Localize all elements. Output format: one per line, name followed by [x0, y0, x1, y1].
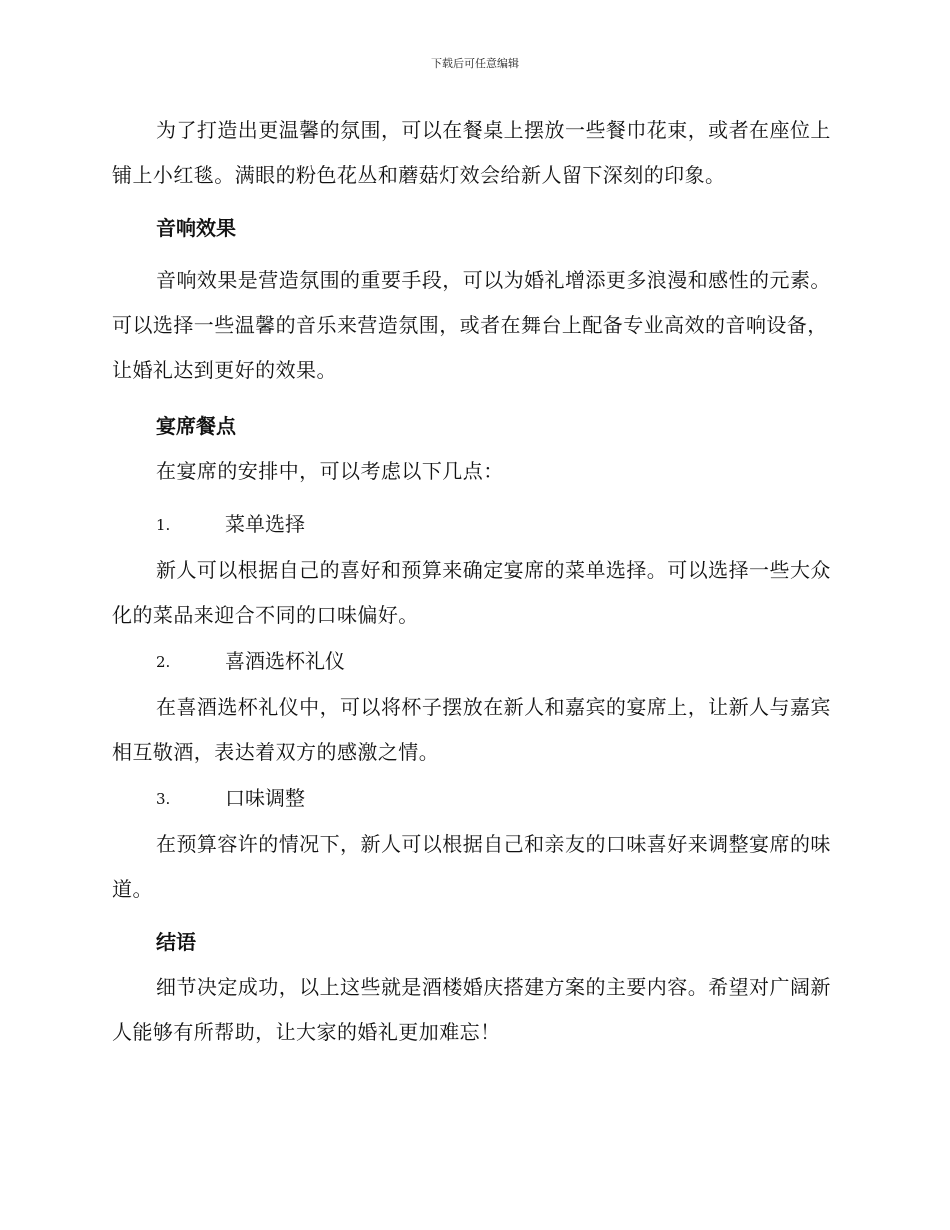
heading-conclusion: 结语	[156, 930, 196, 954]
list-item-label: 口味调整	[225, 786, 305, 810]
paragraph-conclusion: 细节决定成功，以上这些就是酒楼婚庆搭建方案的主要内容。希望对广阔新人能够有所帮助，让大家的婚礼更加难忘！	[112, 975, 831, 1044]
paragraph-banquet-intro: 在宴席的安排中，可以考虑以下几点：	[156, 459, 504, 483]
list-number: 2.	[156, 653, 171, 671]
list-item-menu	[112, 509, 834, 540]
heading-audio: 音响效果	[156, 216, 236, 240]
paragraph-decor: 为了打造出更温馨的氛围，可以在餐桌上摆放一些餐巾花束，或者在座位上铺上小红毯。满眼的粉色花丛和蘑菇灯效会给新人留下深刻的印象。	[112, 118, 831, 187]
page-header: 下载后可任意编辑	[431, 57, 519, 70]
document-body	[112, 108, 834, 1055]
paragraph-taste: 在预算容许的情况下，新人可以根据自己和亲友的口味喜好来调整宴席的味道。	[112, 832, 831, 901]
paragraph-audio: 音响效果是营造氛围的重要手段，可以为婚礼增添更多浪漫和感性的元素。可以选择一些温馨的音乐来营造氛围，或者在舞台上配备专业高效的音响设备，让婚礼达到更好的效果。	[112, 268, 831, 382]
list-item-label: 喜酒选杯礼仪	[225, 649, 345, 673]
list-number: 3.	[156, 790, 171, 808]
list-item-taste	[112, 783, 834, 814]
paragraph-toast: 在喜酒选杯礼仪中，可以将杯子摆放在新人和嘉宾的宴席上，让新人与嘉宾相互敬酒，表达着双方的感激之情。	[112, 695, 831, 764]
paragraph-menu: 新人可以根据自己的喜好和预算来确定宴席的菜单选择。可以选择一些大众化的菜品来迎合不同的口味偏好。	[112, 558, 831, 627]
list-item-toast	[112, 646, 834, 677]
list-number: 1.	[156, 516, 171, 534]
list-item-label: 菜单选择	[225, 512, 305, 536]
heading-banquet: 宴席餐点	[156, 414, 236, 438]
